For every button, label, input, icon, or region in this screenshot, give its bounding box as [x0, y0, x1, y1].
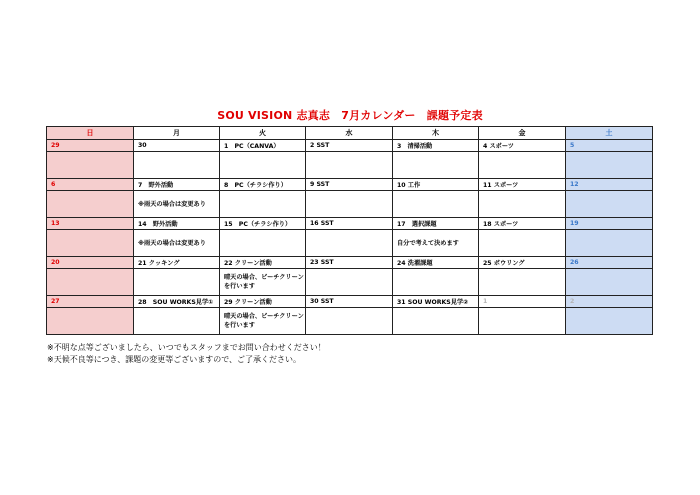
- day-cell-note: [306, 152, 393, 179]
- day-cell-note: ※雨天の場合は変更あり: [134, 230, 220, 257]
- day-cell-note: [479, 230, 566, 257]
- weekday-wednesday: 水: [306, 127, 393, 140]
- day-cell-note: [393, 308, 479, 335]
- footnote-weather: ※天候不良等につき、課題の変更等ございますので、ご了承ください。: [47, 355, 302, 364]
- day-cell-date: 30: [134, 140, 220, 152]
- day-cell-note: [479, 308, 566, 335]
- day-cell-note: [47, 269, 134, 296]
- week-note-row: [47, 152, 653, 179]
- day-cell-note: [220, 230, 306, 257]
- week-note-row: [47, 230, 653, 257]
- day-cell-date: 5: [566, 140, 653, 152]
- day-cell-date: 3 清掃活動: [393, 140, 479, 152]
- day-cell-date: 2: [566, 296, 653, 308]
- weekday-sunday: 日: [47, 127, 134, 140]
- day-cell-note: [47, 230, 134, 257]
- day-cell-date: 19: [566, 218, 653, 230]
- day-cell-note: [566, 230, 653, 257]
- day-cell-note: [566, 191, 653, 218]
- day-cell-date: 20: [47, 257, 134, 269]
- day-cell-date: 4 スポーツ: [479, 140, 566, 152]
- day-cell-note: [566, 152, 653, 179]
- day-cell-note: ※雨天の場合は変更あり: [134, 191, 220, 218]
- day-cell-date: 24 洗濯課題: [393, 257, 479, 269]
- weekday-friday: 金: [479, 127, 566, 140]
- day-cell-date: 30 SST: [306, 296, 393, 308]
- week-date-row: [47, 296, 653, 308]
- day-cell-date: 28 SOU WORKS見学①: [134, 296, 220, 308]
- day-cell-date: 1 PC（CANVA）: [220, 140, 306, 152]
- day-cell-date: 7 野外活動: [134, 179, 220, 191]
- weekday-monday: 月: [134, 127, 220, 140]
- day-cell-note: [220, 152, 306, 179]
- day-cell-note: [47, 308, 134, 335]
- day-cell-date: 17 選択課題: [393, 218, 479, 230]
- day-cell-date: 9 SST: [306, 179, 393, 191]
- day-cell-note: [134, 308, 220, 335]
- calendar-table: [46, 126, 653, 335]
- page-title: SOU VISION 志真志 7月カレンダー 課題予定表: [217, 109, 483, 122]
- footnotes: [47, 342, 326, 366]
- week-date-row: [47, 257, 653, 269]
- day-cell-date: 18 スポーツ: [479, 218, 566, 230]
- day-cell-note: [47, 191, 134, 218]
- day-cell-note: [47, 152, 134, 179]
- day-cell-date: 2 SST: [306, 140, 393, 152]
- weekday-tuesday: 火: [220, 127, 306, 140]
- weekday-saturday: 土: [566, 127, 653, 140]
- day-cell-date: 25 ボウリング: [479, 257, 566, 269]
- day-cell-note: [306, 308, 393, 335]
- week-note-row: [47, 269, 653, 296]
- day-cell-note: [306, 230, 393, 257]
- day-cell-note: [479, 152, 566, 179]
- day-cell-date: 14 野外活動: [134, 218, 220, 230]
- footnote-contact: ※不明な点等ございましたら、いつでもスタッフまでお問い合わせください！: [47, 343, 326, 352]
- day-cell-note: 自分で考えて決めます: [393, 230, 479, 257]
- day-cell-date: 16 SST: [306, 218, 393, 230]
- day-cell-note: [479, 191, 566, 218]
- day-cell-date: 13: [47, 218, 134, 230]
- day-cell-note: [479, 269, 566, 296]
- weekday-thursday: 木: [393, 127, 479, 140]
- day-cell-date: 26: [566, 257, 653, 269]
- day-cell-note: [393, 191, 479, 218]
- day-cell-note: [306, 191, 393, 218]
- day-cell-note: [306, 269, 393, 296]
- day-cell-date: 10 工作: [393, 179, 479, 191]
- day-cell-note: [566, 308, 653, 335]
- week-note-row: [47, 191, 653, 218]
- day-cell-date: 11 スポーツ: [479, 179, 566, 191]
- day-cell-note: [566, 269, 653, 296]
- weekday-header-row: [47, 127, 653, 140]
- day-cell-note: [393, 152, 479, 179]
- day-cell-date: 21 クッキング: [134, 257, 220, 269]
- day-cell-note: 晴天の場合、ビーチクリーンを行います: [220, 269, 306, 296]
- day-cell-date: 6: [47, 179, 134, 191]
- day-cell-note: [134, 269, 220, 296]
- day-cell-date: 27: [47, 296, 134, 308]
- day-cell-date: 31 SOU WORKS見学②: [393, 296, 479, 308]
- day-cell-date: 22 クリーン活動: [220, 257, 306, 269]
- day-cell-date: 8 PC（チラシ作り）: [220, 179, 306, 191]
- day-cell-note: [220, 191, 306, 218]
- day-cell-note: [134, 152, 220, 179]
- week-date-row: [47, 179, 653, 191]
- day-cell-note: 晴天の場合、ビーチクリーンを行います: [220, 308, 306, 335]
- day-cell-date: 29: [47, 140, 134, 152]
- week-date-row: [47, 140, 653, 152]
- day-cell-date: 15 PC（チラシ作り）: [220, 218, 306, 230]
- day-cell-date: 29 クリーン活動: [220, 296, 306, 308]
- day-cell-note: [393, 269, 479, 296]
- day-cell-date: 23 SST: [306, 257, 393, 269]
- week-note-row: [47, 308, 653, 335]
- day-cell-date: 1: [479, 296, 566, 308]
- day-cell-date: 12: [566, 179, 653, 191]
- week-date-row: [47, 218, 653, 230]
